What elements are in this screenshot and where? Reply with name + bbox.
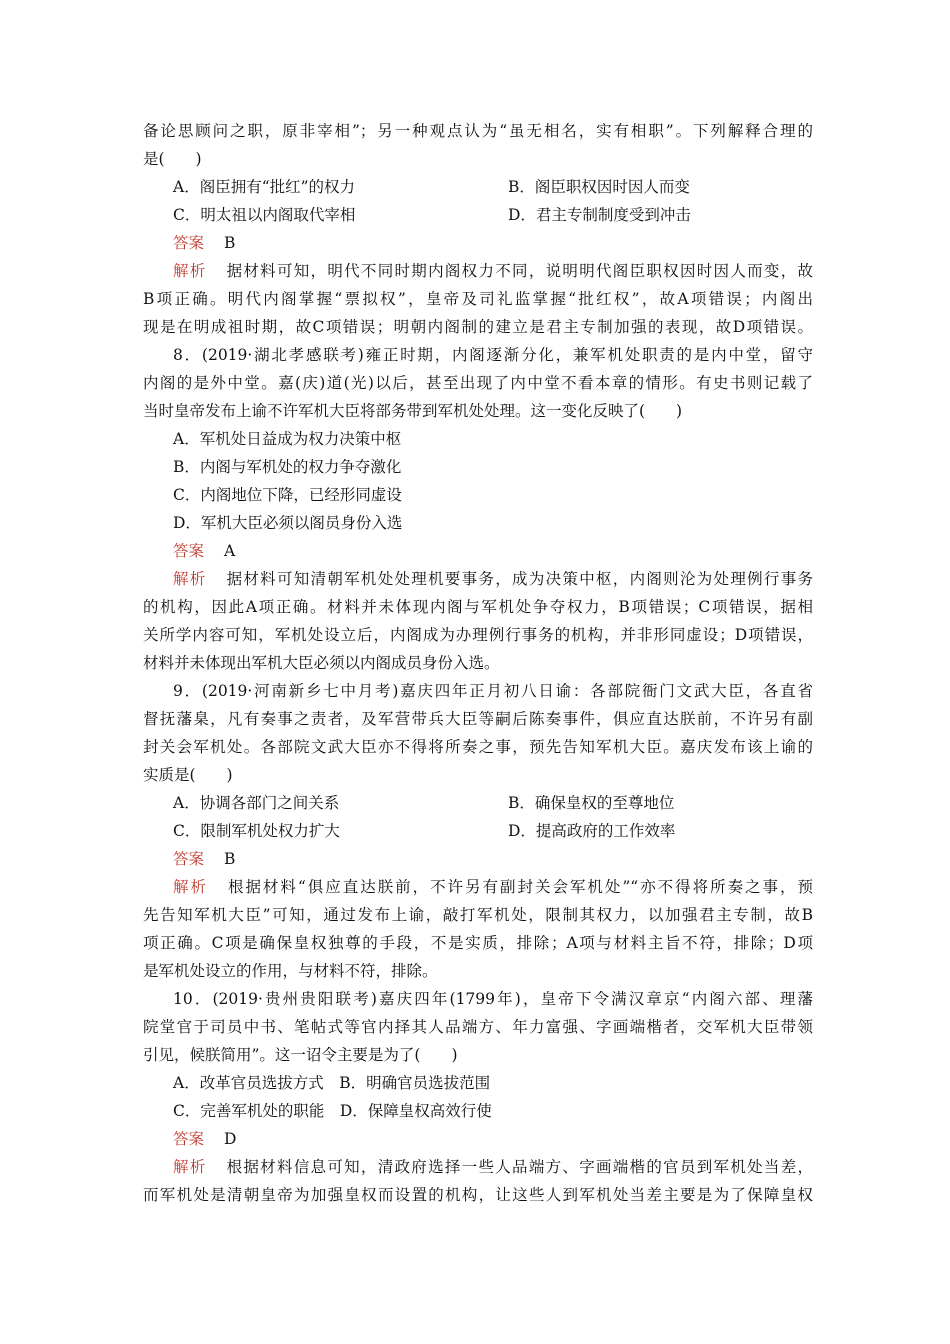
q7-analysis-line-2: B项正确。明代内阁掌握“票拟权”，皇帝及司礼监掌握“批红权”，故A项错误；内阁出 <box>143 290 813 308</box>
q8-analysis-line-3: 关所学内容可知，军机处设立后，内阁成为办理例行事务的机构，并非形同虚设；D项错误， <box>143 626 813 644</box>
q10-stem-line-3: 引见，候朕简用”。这一诏令主要是为了( ) <box>143 1046 458 1064</box>
q10-answer <box>173 1129 236 1149</box>
q8-option-a: A．军机处日益成为权力决策中枢 <box>173 430 402 448</box>
analysis-label: 解析 <box>173 570 207 588</box>
q10-analysis-line-1 <box>173 1157 813 1179</box>
q9-analysis-line-4: 是军机处设立的作用，与材料不符，排除。 <box>143 962 438 980</box>
q9-option-a: A．协调各部门之间关系 <box>173 794 340 812</box>
q10-options-line-2: C．完善军机处的职能 D．保障皇权高效行使 <box>173 1102 492 1120</box>
q8-analysis-line-4: 材料并未体现出军机大臣必须以内阁成员身份入选。 <box>143 654 500 672</box>
q9-analysis-line-2: 先告知军机大臣”可知，通过发布上谕，敲打军机处，限制其权力，以加强君主专制，故B <box>143 906 813 924</box>
answer-value: B <box>224 850 236 868</box>
q7-analysis-line-3: 现是在明成祖时期，故C项错误；明朝内阁制的建立是君主专制加强的表现，故D项错误。 <box>143 318 813 336</box>
q8-analysis-line-2: 的机构，因此A项正确。材料并未体现内阁与军机处争夺权力，B项错误；C项错误，据相 <box>143 598 813 616</box>
answer-label: 答案 <box>173 542 205 560</box>
q10-analysis-line-2: 而军机处是清朝皇帝为加强皇权而设置的机构，让这些人到军机处当差主要是为了保障皇权 <box>143 1186 813 1204</box>
q9-answer <box>173 849 235 869</box>
q7-option-b: B．阁臣职权因时因人而变 <box>508 178 690 196</box>
answer-value: D <box>224 1130 237 1148</box>
answer-label: 答案 <box>173 1130 205 1148</box>
q9-stem-line-3: 封关会军机处。各部院文武大臣亦不得将所奏之事，预先告知军机大臣。嘉庆发布该上谕的 <box>143 738 813 756</box>
analysis-label: 解析 <box>173 878 208 896</box>
answer-label: 答案 <box>173 234 205 252</box>
q9-option-d: D．提高政府的工作效率 <box>508 822 676 840</box>
q7-option-a: A．阁臣拥有“批红”的权力 <box>173 178 356 196</box>
analysis-text: 据材料可知清朝军机处处理机要事务，成为决策中枢，内阁则沦为处理例行事务 <box>226 570 813 588</box>
q8-analysis-line-1 <box>173 569 813 591</box>
q7-option-c: C．明太祖以内阁取代宰相 <box>173 206 356 224</box>
q9-stem-line-4: 实质是( ) <box>143 766 233 784</box>
q9-stem-line-2: 督抚藩臬，凡有奏事之责者，及军营带兵大臣等嗣后陈奏事件，俱应直达朕前，不许另有副 <box>143 710 813 728</box>
q9-analysis-line-1 <box>173 877 813 899</box>
analysis-label: 解析 <box>173 262 207 280</box>
q8-option-d: D．军机大臣必须以阁员身份入选 <box>173 514 403 532</box>
q8-option-c: C．内阁地位下降，已经形同虚设 <box>173 486 402 504</box>
q7-stem-line-2: 是( ) <box>143 150 202 168</box>
q8-stem-line-3: 当时皇帝发布上谕不许军机大臣将部务带到军机处处理。这一变化反映了( ) <box>143 402 683 420</box>
analysis-label: 解析 <box>173 1158 207 1176</box>
q9-stem-line-1: 9．(2019·河南新乡七中月考)嘉庆四年正月初八日谕：各部院衙门文武大臣，各直省 <box>173 682 813 700</box>
q9-analysis-line-3: 项正确。C项是确保皇权独尊的手段，不是实质，排除；A项与材料主旨不符，排除；D项 <box>143 934 813 952</box>
q8-stem-line-1: 8．(2019·湖北孝感联考)雍正时期，内阁逐渐分化，兼军机处职责的是内中堂，留守 <box>173 346 813 364</box>
q7-analysis-line-1 <box>173 261 813 283</box>
q9-option-b: B．确保皇权的至尊地位 <box>508 794 675 812</box>
answer-value: A <box>224 542 236 560</box>
answer-label: 答案 <box>173 850 205 868</box>
analysis-text: 据材料可知，明代不同时期内阁权力不同，说明明代阁臣职权因时因人而变，故 <box>226 262 813 280</box>
q10-options-line-1: A．改革官员选拔方式 B．明确官员选拔范围 <box>173 1074 491 1092</box>
answer-value: B <box>224 234 236 252</box>
q8-answer <box>173 541 235 561</box>
q7-option-d: D．君主专制制度受到冲击 <box>508 206 691 224</box>
q8-stem-line-2: 内阁的是外中堂。嘉(庆)道(光)以后，甚至出现了内中堂不看本章的情形。有史书则记载了 <box>143 374 813 392</box>
q10-stem-line-2: 院堂官于司员中书、笔帖式等官内择其人品端方、年力富强、字画端楷者，交军机大臣带领 <box>143 1018 813 1036</box>
q7-stem-line-1: 备论思顾问之职，原非宰相”；另一种观点认为“虽无相名，实有相职”。下列解释合理的 <box>143 122 813 140</box>
analysis-text: 根据材料信息可知，清政府选择一些人品端方、字画端楷的官员到军机处当差， <box>226 1158 813 1176</box>
q10-stem-line-1: 10．(2019·贵州贵阳联考)嘉庆四年(1799年)，皇帝下令满汉章京“内阁六部、理藩 <box>173 990 813 1008</box>
analysis-text: 根据材料“俱应直达朕前，不许另有副封关会军机处”“亦不得将所奏之事，预 <box>227 878 813 896</box>
q8-option-b: B．内阁与军机处的权力争夺激化 <box>173 458 402 476</box>
q9-option-c: C．限制军机处权力扩大 <box>173 822 340 840</box>
q7-answer <box>173 233 235 253</box>
